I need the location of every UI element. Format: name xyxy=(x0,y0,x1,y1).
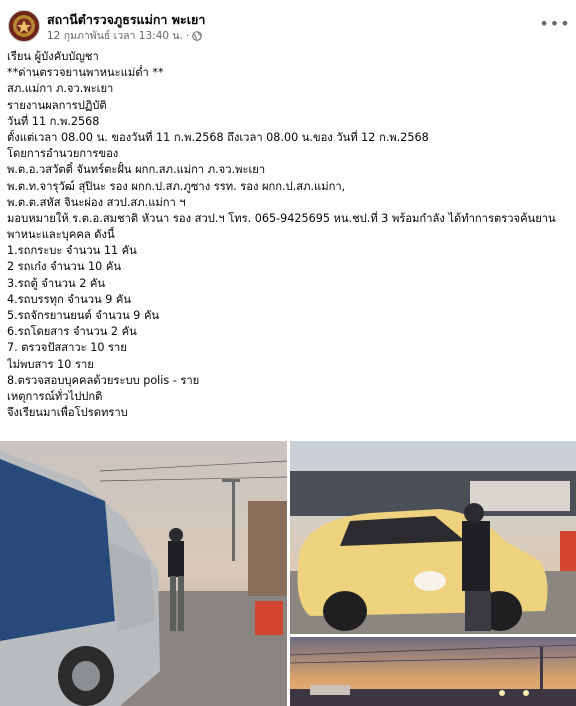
page-avatar[interactable] xyxy=(8,10,40,42)
post-text-line: พ.ต.ท.จารุวัฒ์ สุปินะ รอง ผกก.ป.สภ.ภูซาง รรท. รอง ผกก.ป.สภ.แม่กา, xyxy=(7,179,346,193)
more-options-button[interactable] xyxy=(539,12,571,34)
post-text-line: 2 รถเก๋ง จำนวน 10 คัน xyxy=(7,260,121,274)
more-icon: ••• xyxy=(539,13,571,33)
checkpoint-sedan-photo[interactable] xyxy=(290,441,576,634)
post-text-line: เรียน ผู้บังคับบัญชา xyxy=(7,50,99,63)
post-text-line: จึงเรียนมาเพื่อโปรดทราบ xyxy=(7,406,128,420)
post-text-line: พ.ต.ต.สหัส จินะผ่อง สวป.สภ.แม่กา ฯ xyxy=(7,195,186,209)
post-text xyxy=(7,49,569,421)
post-text-line: วันที่ 11 ก.พ.2568 xyxy=(7,114,100,128)
post-text-line: 1.รถกระบะ จำนวน 11 คัน xyxy=(7,244,137,258)
post-text-line: โดยการอำนวยการของ xyxy=(7,147,119,161)
post-text-line: 4.รถบรรทุก จำนวน 9 คัน xyxy=(7,292,132,306)
post-text-line: 6.รถโดยสาร จำนวน 2 คัน xyxy=(7,325,137,339)
post-text-line: 7. ตรวจปัสสาวะ 10 ราย xyxy=(7,341,127,355)
post-timestamp[interactable]: 12 กุมภาพันธ์ เวลา 13:40 น. xyxy=(47,30,183,42)
post-text-line: ไม่พบสาร 10 ราย xyxy=(7,357,94,371)
post-text-line: ตั้งแต่เวลา 08.00 น. ของวันที่ 11 ก.พ.2568 ถึงเวลา 08.00 น.ของ วันที่ 12 ก.พ.2568 xyxy=(7,130,429,144)
checkpoint-road-dusk-photo[interactable] xyxy=(290,637,576,706)
post-text-line: 3.รถตู้ จำนวน 2 คัน xyxy=(7,276,106,290)
post-text-line: เหตุการณ์ทั่วไปปกติ xyxy=(7,389,103,403)
checkpoint-pickup-photo[interactable] xyxy=(0,441,287,706)
post-text-line: พาหนะและบุคคล ดังนี้ xyxy=(7,228,115,242)
police-badge-icon xyxy=(9,11,39,41)
post-text-line: รายงานผลการปฏิบัติ xyxy=(7,98,107,112)
post-header xyxy=(0,0,576,48)
post-text-line: พ.ต.อ.วสวัตติ์ จันทร์ตะฝั้น ผกก.สภ.แม่กา ภ.จว.พะเยา xyxy=(7,163,266,177)
globe-icon[interactable] xyxy=(192,31,202,41)
post-text-line: 8.ตรวจสอบบุคคลด้วยระบบ polis - ราย xyxy=(7,373,200,387)
post-media-grid xyxy=(0,441,576,706)
post-text-line: **ด่านตรวจยานพาหนะแม่ต๋ำ ** xyxy=(7,66,164,80)
post-text-line: สภ.แม่กา ภ.จว.พะเยา xyxy=(7,82,114,96)
post-text-line: มอบหมายให้ ร.ต.อ.สมชาติ หัวนา รอง สวป.ฯ โทร. 065-9425695 หน.ชป.ที่ 3 พร้อมกำลัง ได้ทำการตรวจค้นยาน xyxy=(7,211,556,225)
post-text-line: 5.รถจักรยานยนต์ จำนวน 9 คัน xyxy=(7,309,160,322)
post-meta xyxy=(47,27,202,44)
meta-separator: · xyxy=(185,29,190,42)
page-name[interactable]: สถานีตำรวจภูธรแม่กา พะเยา xyxy=(47,12,206,27)
